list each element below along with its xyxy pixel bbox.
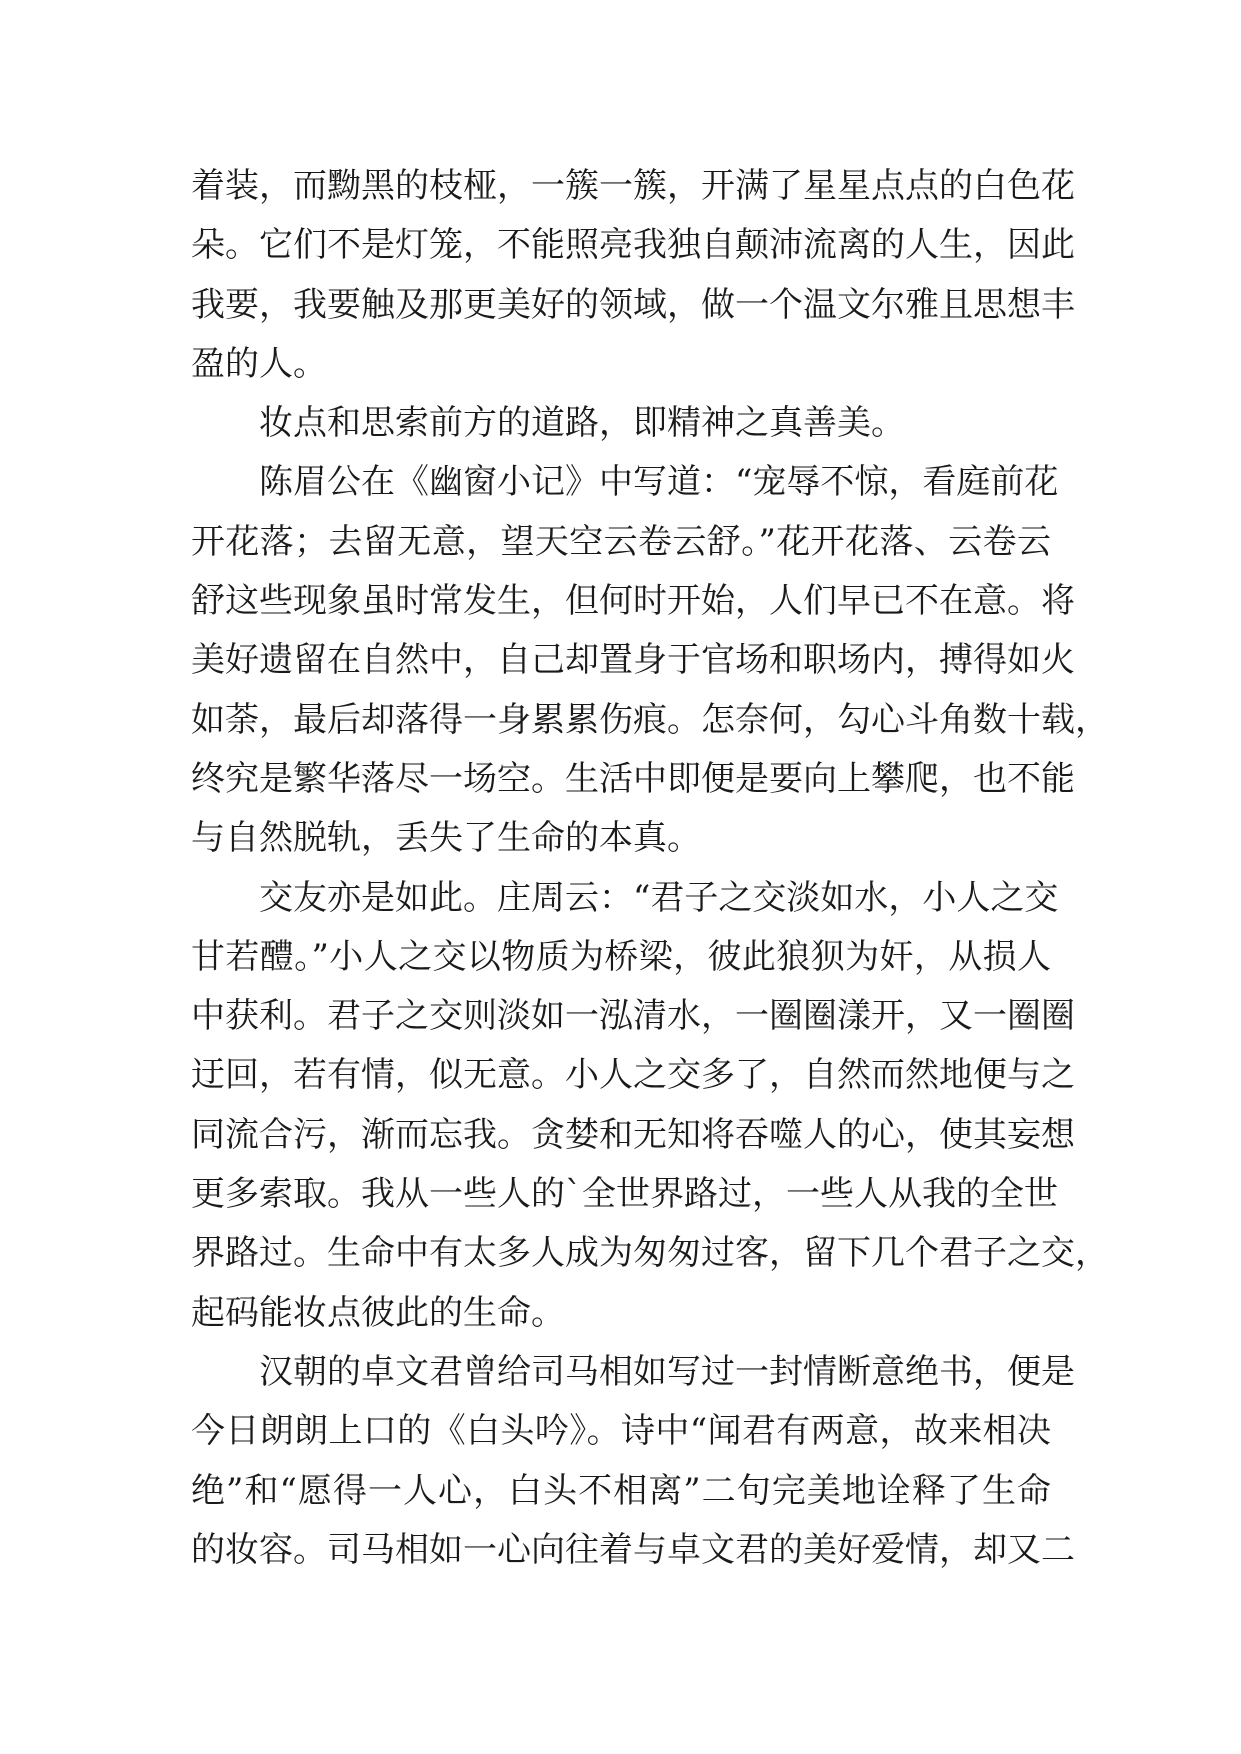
text-line: 迂回，若有情，似无意。小人之交多了，自然而然地便与之 — [191, 1055, 1075, 1096]
text-line: 今日朗朗上口的《白头吟》。诗中“闻君有两意，故来相决 — [191, 1411, 1051, 1452]
text-line: 我要，我要触及那更美好的领域，做一个温文尔雅且思想丰 — [191, 284, 1075, 325]
body-text — [191, 157, 1109, 1580]
text-line: 如荼，最后却落得一身累累伤痕。怎奈何，勾心斗角数十载， — [191, 699, 1109, 740]
text-line: 界路过。生命中有太多人成为匆匆过客，留下几个君子之交， — [191, 1233, 1109, 1274]
text-line: 绝”和“愿得一人心，白头不相离”二句完美地诠释了生命 — [191, 1470, 1051, 1511]
text-line: 与自然脱轨，丢失了生命的本真。 — [191, 818, 701, 859]
text-line: 盈的人。 — [191, 343, 327, 384]
text-line: 美好遗留在自然中，自己却置身于官场和职场内，搏得如火 — [191, 640, 1075, 681]
text-line: 同流合污，渐而忘我。贪婪和无知将吞噬人的心，使其妄想 — [191, 1114, 1075, 1155]
text-line: 陈眉公在《幽窗小记》中写道：“宠辱不惊，看庭前花 — [259, 462, 1059, 503]
text-line: 舒这些现象虽时常发生，但何时开始，人们早已不在意。将 — [191, 581, 1075, 622]
text-line: 甘若醴。”小人之交以物质为桥梁，彼此狼狈为奸，从损人 — [191, 936, 1051, 977]
text-line: 着装，而黝黑的枝桠，一簇一簇，开满了星星点点的白色花 — [191, 166, 1075, 206]
text-line: 中获利。君子之交则淡如一泓清水，一圈圈漾开，又一圈圈 — [191, 996, 1075, 1037]
text-line: 汉朝的卓文君曾给司马相如写过一封情断意绝书，便是 — [259, 1351, 1075, 1392]
text-line: 起码能妆点彼此的生命。 — [191, 1292, 565, 1333]
text-line: 终究是繁华落尽一场空。生活中即便是要向上攀爬，也不能 — [191, 758, 1075, 799]
text-line: 妆点和思索前方的道路，即精神之真善美。 — [259, 403, 905, 444]
text-line: 交友亦是如此。庄周云：“君子之交淡如水，小人之交 — [259, 877, 1059, 918]
text-line: 开花落；去留无意，望天空云卷云舒。”花开花落、云卷云 — [191, 521, 1051, 562]
text-line: 朵。它们不是灯笼，不能照亮我独自颠沛流离的人生，因此 — [191, 225, 1075, 266]
text-line: 更多索取。我从一些人的`全世界路过，一些人从我的全世 — [191, 1174, 1058, 1215]
text-line: 的妆容。司马相如一心向往着与卓文君的美好爱情，却又二 — [191, 1529, 1075, 1570]
